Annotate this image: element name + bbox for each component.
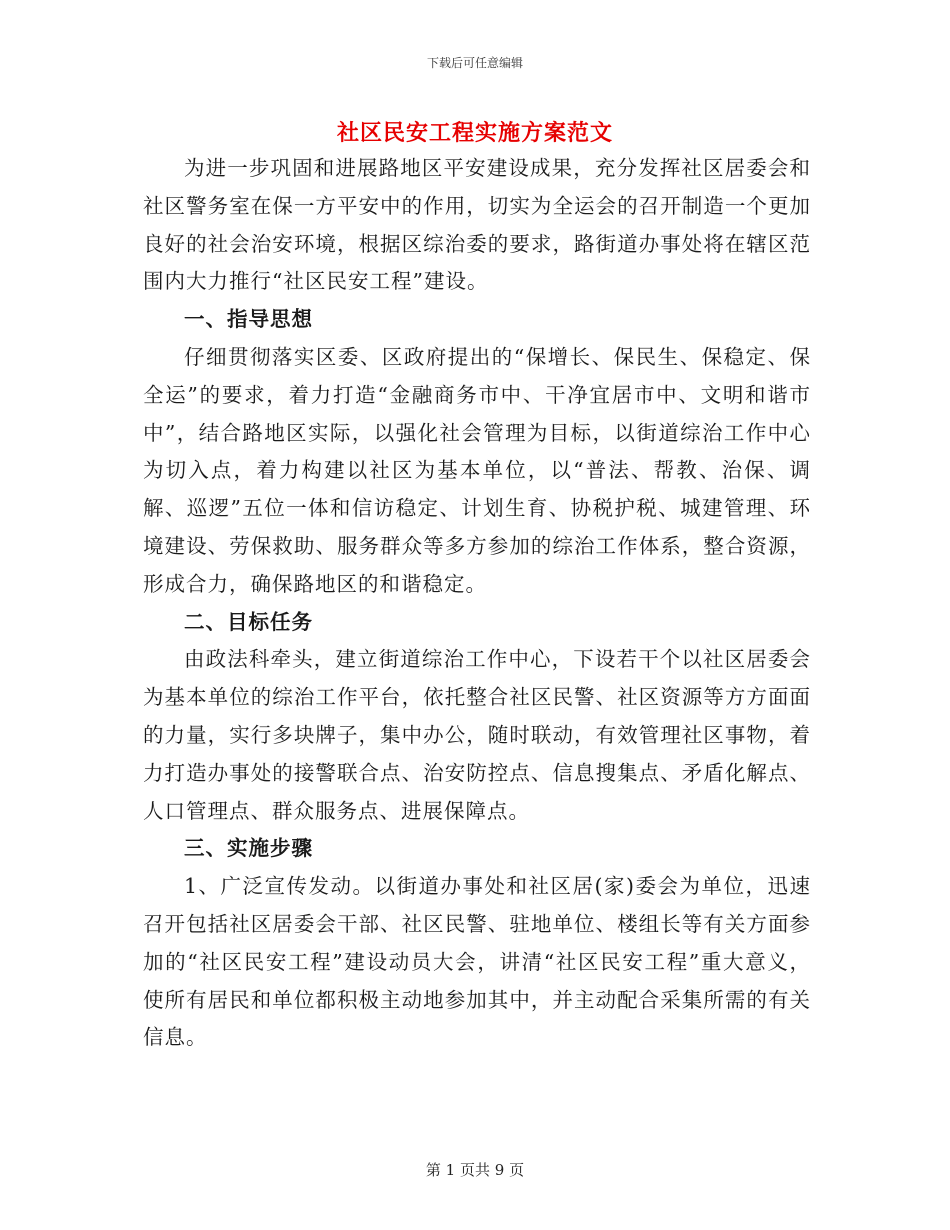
document-title: 社区民安工程实施方案范文 [336,120,613,146]
page-header: 下载后可任意编辑 [426,56,523,70]
section-heading-guiding-ideology: 一、指导思想 [184,307,313,332]
section-heading-implementation-steps: 三、实施步骤 [184,836,313,861]
page-number-footer: 第 1 页共 9 页 [425,1161,525,1179]
document-body [143,150,811,1057]
section-heading-objectives: 二、目标任务 [184,609,313,634]
section-paragraph-objectives: 由政法科牵头，建立街道综治工作中心，下设若干个以社区居委会为基本单位的综治工作平台，依托整合社区民警、社区资源等方方面面的力量，实行多块牌子，集中办公，随时联动，有效管理社区事物，着力打造办事处的接警联合点、治安防控点、信息搜集点、矛盾化解点、人口管理点、群众服务点、进展保障点。 [143,647,811,823]
intro-paragraph: 为进一步巩固和进展路地区平安建设成果，充分发挥社区居委会和社区警务室在保一方平安中的作用，切实为全运会的召开制造一个更加良好的社会治安环境，根据区综治委的要求，路街道办事处将在辖区范围内大力推行“社区民安工程”建设。 [143,156,811,294]
section-paragraph-implementation-steps: 1、广泛宣传发动。以街道办事处和社区居(家)委会为单位，迅速召开包括社区居委会干部、社区民警、驻地单位、楼组长等有关方面参加的“社区民安工程”建设动员大会，讲清“社区民安工程”重大意义，使所有居民和单位都积极主动地参加其中，并主动配合采集所需的有关信息。 [143,874,811,1050]
section-paragraph-guiding-ideology: 仔细贯彻落实区委、区政府提出的“保增长、保民生、保稳定、保全运”的要求，着力打造“金融商务市中、干净宜居市中、文明和谐市中”，结合路地区实际，以强化社会管理为目标，以街道综治工作中心为切入点，着力构建以社区为基本单位，以“普法、帮教、治保、调解、巡逻”五位一体和信访稳定、计划生育、协税护税、城建管理、环境建设、劳保救助、服务群众等多方参加的综治工作体系，整合资源，形成合力，确保路地区的和谐稳定。 [143,344,811,596]
